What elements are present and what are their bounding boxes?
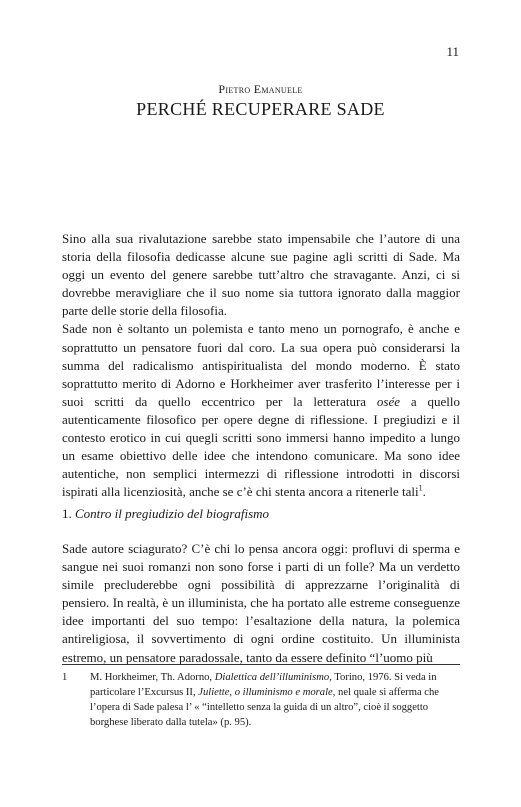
footnote-reference-1[interactable]: 1: [418, 483, 423, 493]
footnote-text-c: , nel quale si afferma che l’opera di Sade palesa l’ « “intelletto senza la guida di un altro”, cioè il soggetto borghese liberato dalla tutela» (p. 95).: [90, 687, 439, 728]
intro-paragraph-2-end: .: [422, 484, 426, 500]
section-text: [62, 540, 460, 667]
footnote-divider: [62, 664, 460, 665]
intro-paragraph-2: [62, 320, 460, 501]
intro-paragraph-2-text-a: Sade non è soltanto un polemista e tanto meno un pornografo, è anche e soprattutto un pensatore fuori dal coro. La sua opera può considerarsi la summa del radicalismo antispiritualista del mondo moderno. È stato soprattutto merito di Adorno e Horkheimer aver trasferito l’interesse per i suoi scritti da quello eccentrico per la letteratura: [62, 321, 460, 409]
footnote-text-b: , Torino, 1976. Si veda in particolare l’Excursus II,: [90, 672, 437, 698]
intro-paragraph-2-text-b: a quello autenticamente filosofico per opere degne di riflessione. I pregiudizi e il contesto erotico in cui quegli scritti sono immersi hanno impedito a lungo un esame obiettivo delle idee che intendono comunicare. Ma sono idee autentiche, non semplici intermezzi di riflessione introdotti in discorsi ispirati alla licenziosità, anche se c’è chi stenta ancora a ritenerle tali: [62, 393, 460, 500]
page-number: 11: [446, 44, 459, 59]
footnote-text: [90, 670, 460, 730]
section-number: 1.: [62, 506, 72, 521]
section-paragraph-1: Sade autore sciagurato? C’è chi lo pensa ancora oggi: profluvi di sperma e sangue nei suoi romanzi non sono forse i parti di un folle? Ma un verdetto simile precluderebbe ogni possibilità di apprezzarne l’originalità di pensiero. In realtà, è un illuminista, che ha portato alle estreme conseguenze idee importanti del suo tempo: l’esaltazione della natura, la polemica antireligiosa, il sovvertimento di ogni ordine costituito. Un illuminista estremo, un pensatore paradossale, tanto da essere definito “l’uomo più: [62, 541, 460, 665]
footnote-1: [62, 670, 460, 730]
chapter-title: PERCHÉ RECUPERARE SADE: [136, 99, 385, 119]
osee-word: osée: [376, 393, 401, 409]
footnote-number: 1: [62, 672, 68, 683]
footnote-book-title-1: Dialettica dell’illuminismo: [214, 672, 330, 683]
intro-text: [62, 230, 460, 501]
section-heading: [62, 506, 269, 522]
section-title: Contro il pregiudizio del biografismo: [75, 506, 270, 521]
intro-paragraph-1-text: Sino alla sua rivalutazione sarebbe stato impensabile che l’autore di una storia della filosofia dedicasse alcune sue pagine agli scritti di Sade. Ma oggi un evento del genere sarebbe tutt’altro che stravagante. Anzi, ci si dovrebbe meravigliare che il suo nome sia tuttora ignorato dalla maggior parte delle storie della filosofia.: [62, 231, 460, 319]
chapter-author: Pietro Emanuele: [218, 82, 303, 96]
footnote-text-a: M. Horkheimer, Th. Adorno,: [90, 672, 215, 683]
footnote-book-title-2: Juliette, o illuminismo e morale: [198, 687, 333, 698]
intro-paragraph-1: [62, 230, 460, 320]
